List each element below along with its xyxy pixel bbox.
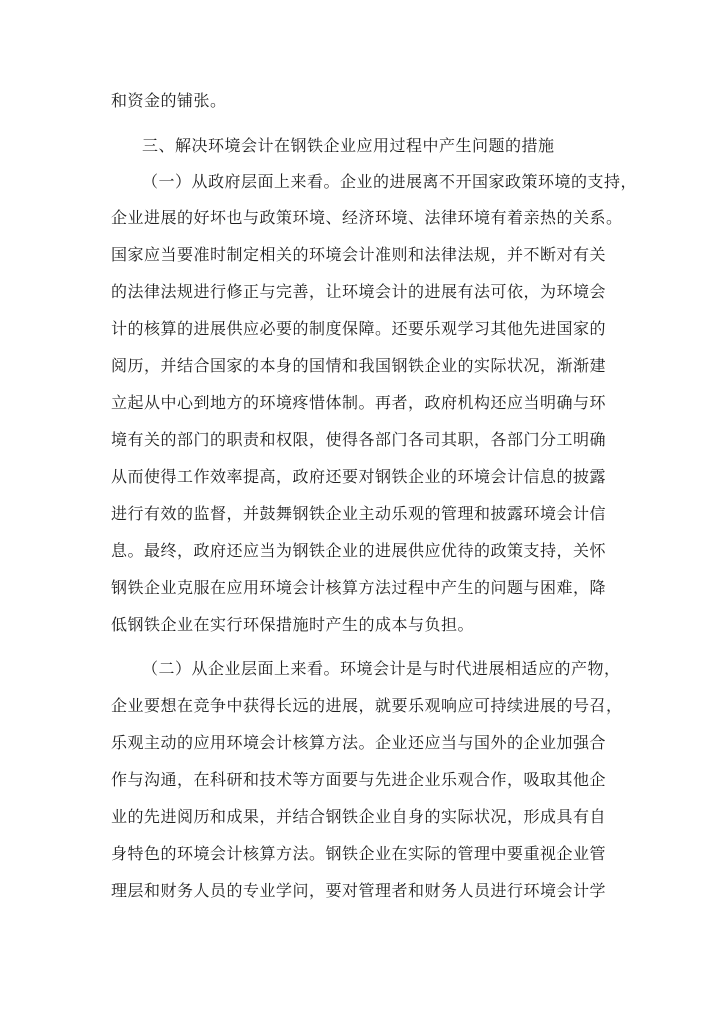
text-line: 进行有效的监督，并鼓舞钢铁企业主动乐观的管理和披露环境会计信 [111, 504, 607, 523]
text-line: 理层和财务人员的专业学问，要对管理者和财务人员进行环境会计学 [111, 881, 607, 900]
text-line: 境有关的部门的职责和权限，使得各部门各司其职，各部门分工明确 [111, 430, 607, 449]
text-line: 国家应当要准时制定相关的环境会计准则和法律法规，并不断对有关 [111, 245, 607, 264]
text-line: 企业进展的好坏也与政策环境、经济环境、法律环境有着亲热的关系。 [111, 208, 623, 227]
text-line: 身特色的环境会计核算方法。钢铁企业在实际的管理中要重视企业管 [111, 844, 607, 863]
subsection-first-line: （一）从政府层面上来看。企业的进展离不开国家政策环境的支持， [142, 172, 638, 191]
subsection-first-line: （二）从企业层面上来看。环境会计是与时代进展相适应的产物， [142, 659, 621, 678]
text-line: 钢铁企业克服在应用环境会计核算方法过程中产生的问题与困难，降 [111, 578, 607, 597]
text-line: 阅历，并结合国家的本身的国情和我国钢铁企业的实际状况，渐渐建 [111, 356, 607, 375]
text-line: 作与沟通，在科研和技术等方面要与先进企业乐观合作，吸取其他企 [111, 770, 607, 789]
text-line: 低钢铁企业在实行环保措施时产生的成本与负担。 [111, 615, 475, 634]
text-line: 计的核算的进展供应必要的制度保障。还要乐观学习其他先进国家的 [111, 319, 607, 338]
text-line: 立起从中心到地方的环境疼惜体制。再者，政府机构还应当明确与环 [111, 393, 607, 412]
text-line: 企业要想在竞争中获得长远的进展，就要乐观响应可持续进展的号召， [111, 696, 623, 715]
text-line: 业的先进阅历和成果，并结合钢铁企业自身的实际状况，形成具有自 [111, 807, 607, 826]
text-line: 息。最终，政府还应当为钢铁企业的进展供应优待的政策支持，关怀 [111, 541, 607, 560]
text-line: 和资金的铺张。 [111, 91, 227, 110]
text-line: 乐观主动的应用环境会计核算方法。企业还应当与国外的企业加强合 [111, 733, 607, 752]
text-line: 从而使得工作效率提高，政府还要对钢铁企业的环境会计信息的披露 [111, 467, 607, 486]
section-heading: 三、解决环境会计在钢铁企业应用过程中产生问题的措施 [142, 136, 555, 155]
text-line: 的法律法规进行修正与完善，让环境会计的进展有法可依，为环境会 [111, 282, 607, 301]
